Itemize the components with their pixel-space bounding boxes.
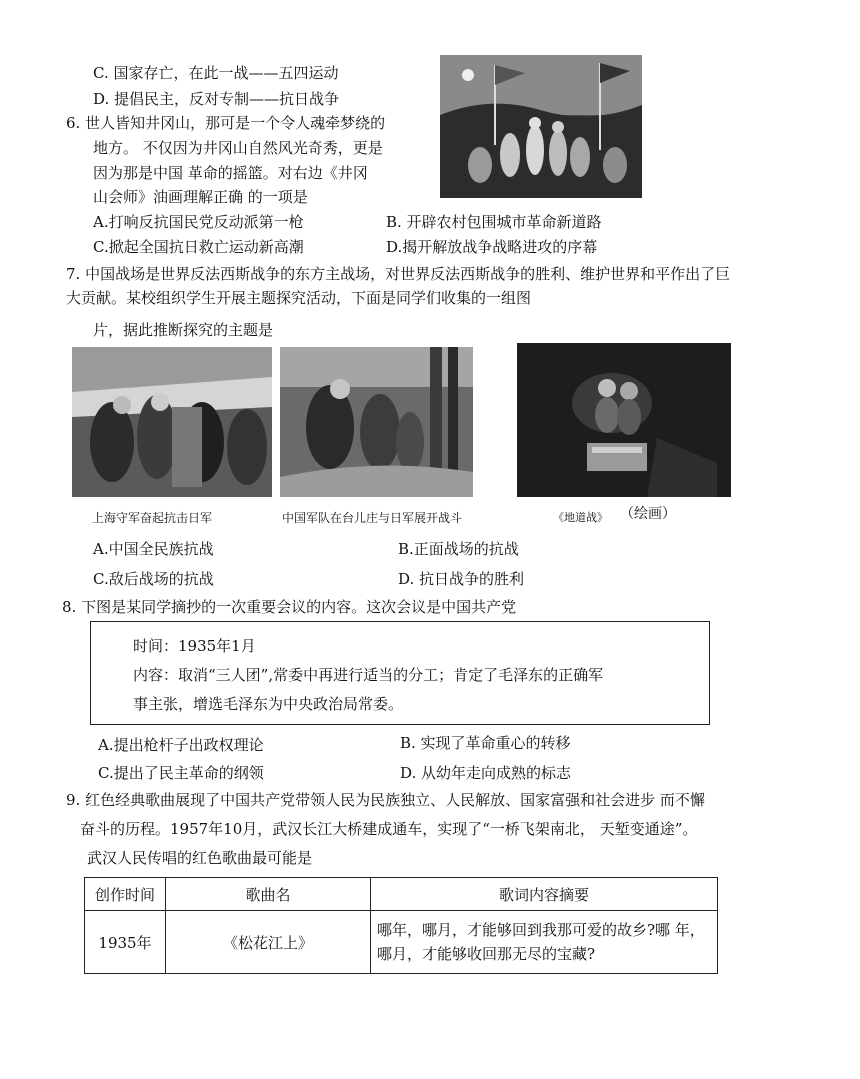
table-row	[85, 911, 718, 974]
q6-line-1: 6. 世人皆知井冈山，那可是一个令人魂牵梦绕的	[66, 114, 386, 132]
caption-shanghai: 上海守军奋起抗击日军	[92, 511, 213, 525]
meeting-time: 时间：1935年1月	[133, 637, 256, 655]
q7-option-a: A.中国全民族抗战	[93, 540, 214, 558]
tunnel-warfare-painting	[517, 343, 731, 497]
shanghai-defense-photo	[72, 347, 272, 497]
q7-option-b: B.正面战场的抗战	[398, 540, 519, 558]
caption-tunnel-warfare: 《地道战》	[553, 511, 608, 524]
q6-line-4: 山会师》油画理解正确 的一项是	[93, 188, 308, 206]
q6-option-b: B. 开辟农村包围城市革命新道路	[386, 213, 602, 231]
jinggangshan-painting	[440, 55, 642, 198]
header-lyrics: 歌词内容摘要	[371, 878, 718, 911]
q6-option-c: C.掀起全国抗日救亡运动新高潮	[93, 238, 304, 256]
q8-option-a: A.提出枪杆子出政权理论	[98, 736, 264, 754]
taierzhuang-battle-photo	[280, 347, 473, 497]
q6-option-d: D.揭开解放战争战略进攻的序幕	[386, 238, 598, 256]
q9-line-2: 奋斗的历程。1957年10月，武汉长江大桥建成通车，实现了“一桥飞架南北， 天堑变通途”。	[80, 820, 698, 838]
header-time: 创作时间	[85, 878, 166, 911]
q8-option-d: D. 从幼年走向成熟的标志	[400, 764, 572, 782]
q9-line-1: 9. 红色经典歌曲展现了中国共产党带领人民为民族独立、人民解放、国家富强和社会进步 而不懈	[66, 791, 705, 809]
header-song: 歌曲名	[166, 878, 371, 911]
meeting-content-1: 内容：取消“三人团”,常委中再进行适当的分工；肯定了毛泽东的正确军	[133, 666, 604, 684]
q6-line-2: 地方。 不仅因为井冈山自然风光奇秀，更是	[93, 139, 383, 157]
q7-line-3: 片，据此推断探究的主题是	[93, 321, 274, 339]
q5-option-c: C. 国家存亡，在此一战——五四运动	[93, 64, 339, 82]
cell-time: 1935年	[85, 911, 166, 974]
caption-taierzhuang: 中国军队在台儿庄与日军展开战斗	[282, 511, 463, 525]
q7-line-2: 大贡献。某校组织学生开展主题探究活动，下面是同学们收集的一组图	[66, 289, 532, 307]
caption-painting-note: （绘画）	[620, 506, 676, 522]
q7-line-1: 7. 中国战场是世界反法西斯战争的东方主战场，对世界反法西斯战争的胜利、维护世界和平作出了巨	[66, 265, 731, 283]
q9-line-3: 武汉人民传唱的红色歌曲最可能是	[87, 849, 313, 867]
q6-option-a: A.打响反抗国民党反动派第一枪	[93, 213, 304, 231]
q8-line-1: 8. 下图是某同学摘抄的一次重要会议的内容。这次会议是中国共产党	[62, 598, 517, 616]
q7-option-d: D. 抗日战争的胜利	[398, 570, 525, 588]
q5-option-d: D. 提倡民主，反对专制——抗日战争	[93, 90, 340, 108]
q7-option-c: C.敌后战场的抗战	[93, 570, 214, 588]
song-table	[84, 877, 718, 974]
q8-option-b: B. 实现了革命重心的转移	[400, 734, 571, 752]
meeting-content-2: 事主张，增选毛泽东为中央政治局常委。	[133, 695, 404, 713]
cell-song: 《松花江上》	[166, 911, 371, 974]
table-header-row	[85, 878, 718, 911]
cell-lyrics: 哪年，哪月，才能够回到我那可爱的故乡?哪 年，哪月，才能够收回那无尽的宝藏?	[371, 911, 718, 974]
q6-line-3: 因为那是中国 革命的摇篮。对右边《井冈	[93, 164, 368, 182]
q8-option-c: C.提出了民主革命的纲领	[98, 764, 264, 782]
